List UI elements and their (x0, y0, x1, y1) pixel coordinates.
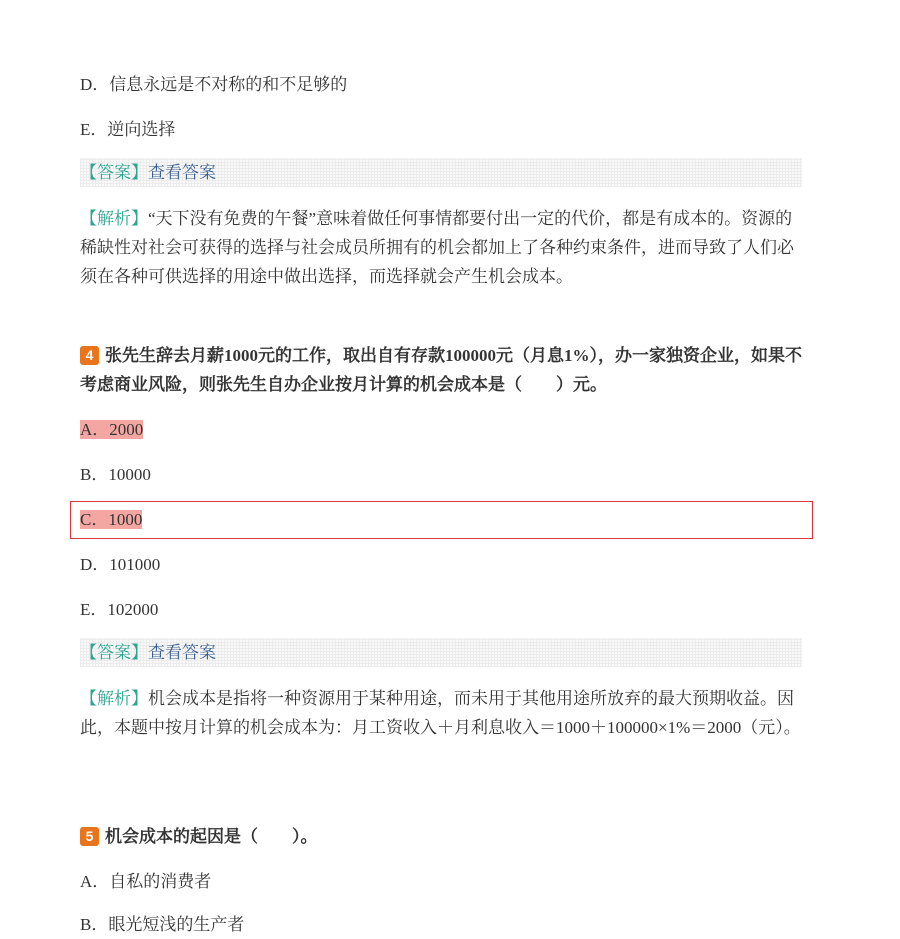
q4-option-a[interactable] (80, 415, 143, 444)
q4-option-e[interactable]: E．102000 (80, 600, 159, 619)
q3-view-answer-link[interactable]: 查看答案 (148, 163, 216, 182)
q5-stem-text: 机会成本的起因是（ ）。 (105, 827, 318, 846)
q4-option-b[interactable]: B．10000 (80, 465, 151, 484)
q4-view-answer-link[interactable]: 查看答案 (148, 643, 216, 662)
q4-analysis (80, 684, 804, 742)
q4-answer-bar (80, 638, 802, 667)
q3-analysis (80, 204, 804, 291)
q5-option-a[interactable]: A．自私的消费者 (80, 872, 212, 891)
q4-option-d[interactable]: D．101000 (80, 555, 161, 574)
q4-option-a-label: A．2000 (80, 420, 144, 439)
q3-answer-tag: 【答案】 (80, 163, 148, 182)
q4-number-badge: 4 (80, 346, 99, 365)
q3-analysis-tag: 【解析】 (80, 209, 148, 228)
q3-option-d[interactable]: D．信息永远是不对称的和不足够的 (80, 75, 348, 94)
q5-stem (80, 822, 810, 851)
q4-selected-option-frame (70, 501, 813, 539)
q5-option-b[interactable]: B．眼光短浅的生产者 (80, 915, 245, 934)
q4-stem-text: 张先生辞去月薪1000元的工作，取出自有存款100000元（月息1%），办一家独资企业，如果不考虑商业风险，则张先生自办企业按月计算的机会成本是（ ）元。 (80, 346, 802, 394)
q4-option-c[interactable] (80, 505, 142, 534)
q3-option-e[interactable]: E．逆向选择 (80, 120, 176, 139)
q4-option-c-label: C．1000 (80, 510, 143, 529)
q5-number-badge: 5 (80, 827, 99, 846)
q4-answer-tag: 【答案】 (80, 643, 148, 662)
q4-stem (80, 341, 810, 399)
q3-answer-bar (80, 158, 802, 187)
q4-analysis-text: 机会成本是指将一种资源用于某种用途，而未用于其他用途所放弃的最大预期收益。因此，本题中按月计算的机会成本为：月工资收入＋月利息收入＝1000＋100000×1%＝2000（元）。 (80, 689, 801, 737)
q4-analysis-tag: 【解析】 (80, 689, 148, 708)
q3-analysis-text: “天下没有免费的午餐”意味着做任何事情都要付出一定的代价，都是有成本的。资源的稀缺性对社会可获得的选择与社会成员所拥有的机会都加上了各种约束条件，进而导致了人们必须在各种可供选择的用途中做出选择，而选择就会产生机会成本。 (80, 209, 794, 286)
